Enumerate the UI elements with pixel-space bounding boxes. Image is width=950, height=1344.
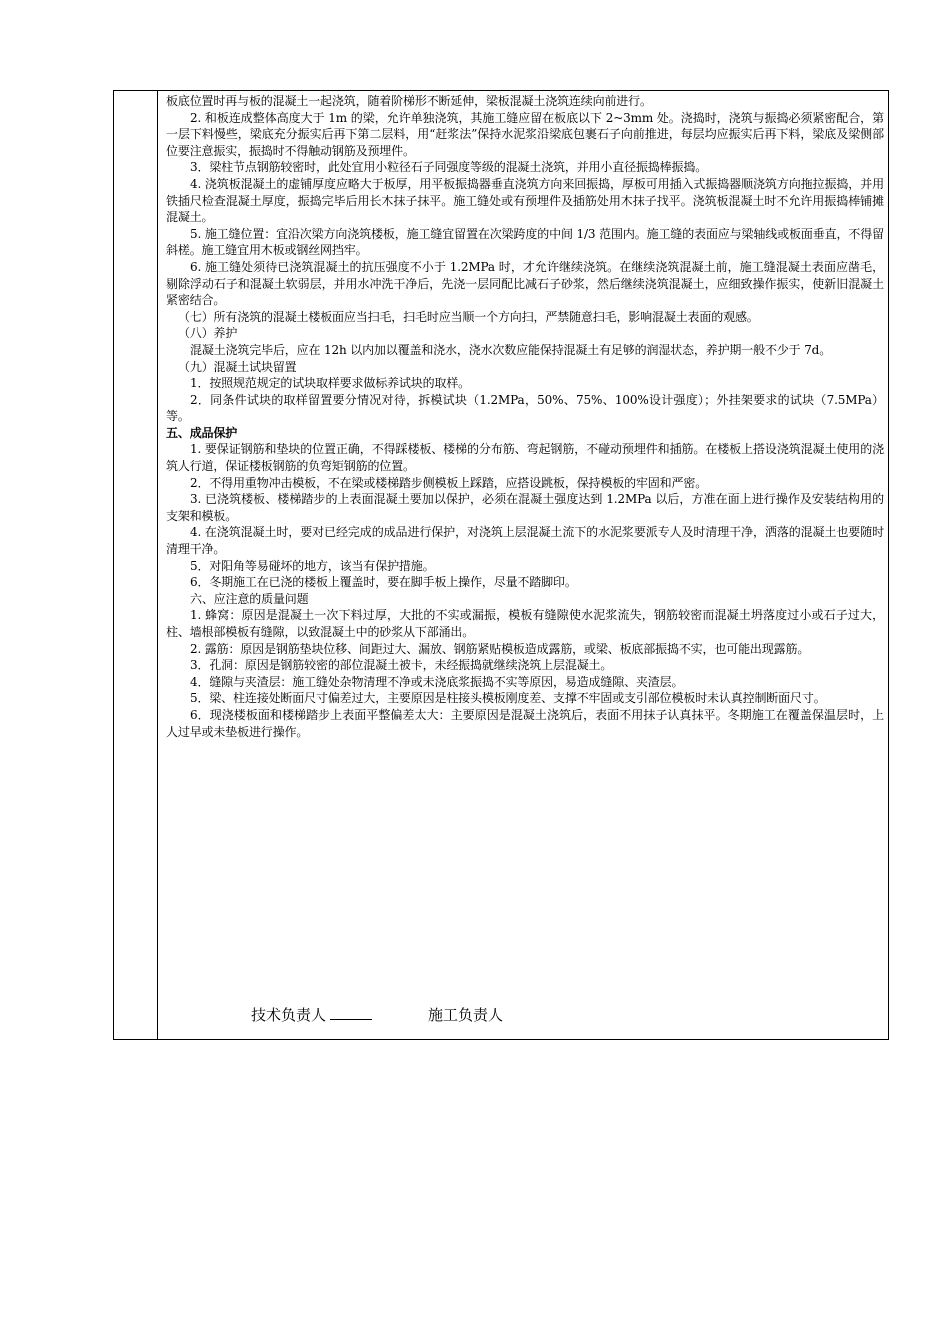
paragraph: 4．缝隙与夹渣层：施工缝处杂物清理不净或未浇底浆振捣不实等原因，易造成缝隙、夹渣层。 <box>190 674 684 689</box>
paragraph: 3．梁柱节点钢筋较密时，此处宜用小粒径石子同强度等级的混凝土浇筑，并用小直径振捣棒振捣。 <box>190 160 708 175</box>
paragraph: 板底位置时再与板的混凝土一起浇筑，随着阶梯形不断延伸，梁板混凝土浇筑连续向前进行。 <box>166 94 652 108</box>
paragraph: 2. 和板连成整体高度大于 1m 的梁，允许单独浇筑，其施工缝应留在板底以下 2~3mm 处。浇捣时，浇筑与振捣必须紧密配合，第一层下料慢些，梁底充分振实后再下第二层料，用“赶浆法”保持水泥浆沿梁底包裹石子向前推进，每层均应振实后再下料，梁底及梁侧部位要注意振实，振捣时不得触动钢筋及预埋件。 <box>166 110 884 158</box>
paragraph: 2. 露筋：原因是钢筋垫块位移、间距过大、漏放、钢筋紧贴模板造成露筋，或梁、板底部振捣不实，也可能出现露筋。 <box>190 641 810 656</box>
subheading-test-block: （九）混凝土试块留置 <box>178 359 297 374</box>
content-cell <box>166 93 884 740</box>
construction-lead-label: 施工负责人 <box>428 1006 504 1024</box>
tech-lead-signature-line <box>330 1019 372 1020</box>
paragraph: 3. 已浇筑楼板、楼梯踏步的上表面混凝土要加以保护，必须在混凝土强度达到 1.2MPa 以后，方准在面上进行操作及安装结构用的支架和模板。 <box>166 492 884 523</box>
section-heading-product-protection: 五、成品保护 <box>166 425 238 440</box>
paragraph: 3．孔洞：原因是钢筋较密的部位混凝土被卡，未经振捣就继续浇筑上层混凝土。 <box>190 658 613 673</box>
paragraph: 2．不得用重物冲击模板，不在梁或楼梯踏步侧模板上踩踏，应搭设跳板，保持模板的牢固和严密。 <box>190 475 708 490</box>
paragraph: 2．同条件试块的取样留置要分情况对待，拆模试块（1.2MPa，50%、75%、100%设计强度）；外挂架要求的试块（7.5MPa）等。 <box>166 392 884 424</box>
paragraph: 1. 蜂窝：原因是混凝土一次下料过厚，大批的不实或漏振，模板有缝隙使水泥浆流失，钢筋较密而混凝土坍落度过小或石子过大，柱、墙根部模板有缝隙，以致混凝土中的砂浆从下部涌出。 <box>166 608 884 639</box>
paragraph: 5．梁、柱连接处断面尺寸偏差过大，主要原因是柱接头模板刚度差、支撑不牢固或支引部位模板时未认真控制断面尺寸。 <box>190 691 826 706</box>
paragraph: 1. 要保证钢筋和垫块的位置正确，不得踩楼板、楼梯的分布筋、弯起钢筋，不碰动预埋件和插筋。在楼板上搭设浇筑混凝土使用的浇筑人行道，保证楼板钢筋的负弯矩钢筋的位置。 <box>166 442 884 474</box>
paragraph: 6. 施工缝处须待已浇筑混凝土的抗压强度不小于 1.2MPa 时，才允许继续浇筑。在继续浇筑混凝土前，施工缝混凝土表面应凿毛，剔除浮动石子和混凝土软弱层，并用水冲洗干净后，先浇一层同配比减石子砂浆，然后继续浇筑混凝土，应细致操作振实，使新旧混凝土紧密结合。 <box>166 259 884 308</box>
section-heading-quality-issues: 六、应注意的质量问题 <box>190 591 309 606</box>
paragraph: 5．对阳角等易碰坏的地方，该当有保护措施。 <box>190 558 435 573</box>
paragraph: 5. 施工缝位置：宜沿次梁方向浇筑楼板，施工缝宜留置在次梁跨度的中间 1/3 范围内。施工缝的表面应与梁轴线或板面垂直，不得留斜槎。施工缝宜用木板或钢丝网挡牢。 <box>166 226 884 258</box>
signature-row <box>251 1004 503 1025</box>
paragraph: （七）所有浇筑的混凝土楼板面应当扫毛，扫毛时应当顺一个方向扫，严禁随意扫毛，影响混凝土表面的观感。 <box>178 309 759 324</box>
disclosure-table <box>113 90 889 1040</box>
label-column <box>114 91 158 1039</box>
paragraph: 6．现浇楼板面和楼梯踏步上表面平整偏差太大：主要原因是混凝土浇筑后，表面不用抹子认真抹平。冬期施工在覆盖保温层时，上人过早或未垫板进行操作。 <box>166 707 884 739</box>
paragraph: 4. 浇筑板混凝土的虚铺厚度应略大于板厚，用平板振捣器垂直浇筑方向来回振捣，厚板可用插入式振捣器顺浇筑方向拖拉振捣，并用铁插尺检查混凝土厚度，振捣完毕后用长木抹子抹平。施工缝处或有预埋件及插筋处用木抹子找平。浇筑板混凝土时不允许用振捣棒铺摊混凝土。 <box>166 176 884 225</box>
tech-lead-label: 技术负责人 <box>251 1006 327 1024</box>
paragraph: 6．冬期施工在已浇的楼板上覆盖时，要在脚手板上操作，尽量不踏脚印。 <box>190 575 577 590</box>
paragraph: 1．按照规范规定的试块取样要求做标养试块的取样。 <box>190 376 471 391</box>
subheading-curing: （八）养护 <box>178 326 238 341</box>
paragraph: 混凝土浇筑完毕后，应在 12h 以内加以覆盖和浇水，浇水次数应能保持混凝土有足够的润湿状态，养护期一般不少于 7d。 <box>190 342 832 357</box>
paragraph: 4. 在浇筑混凝土时，要对已经完成的成品进行保护，对浇筑上层混凝土流下的水泥浆要派专人及时清理干净，洒落的混凝土也要随时清理干净。 <box>166 525 884 557</box>
